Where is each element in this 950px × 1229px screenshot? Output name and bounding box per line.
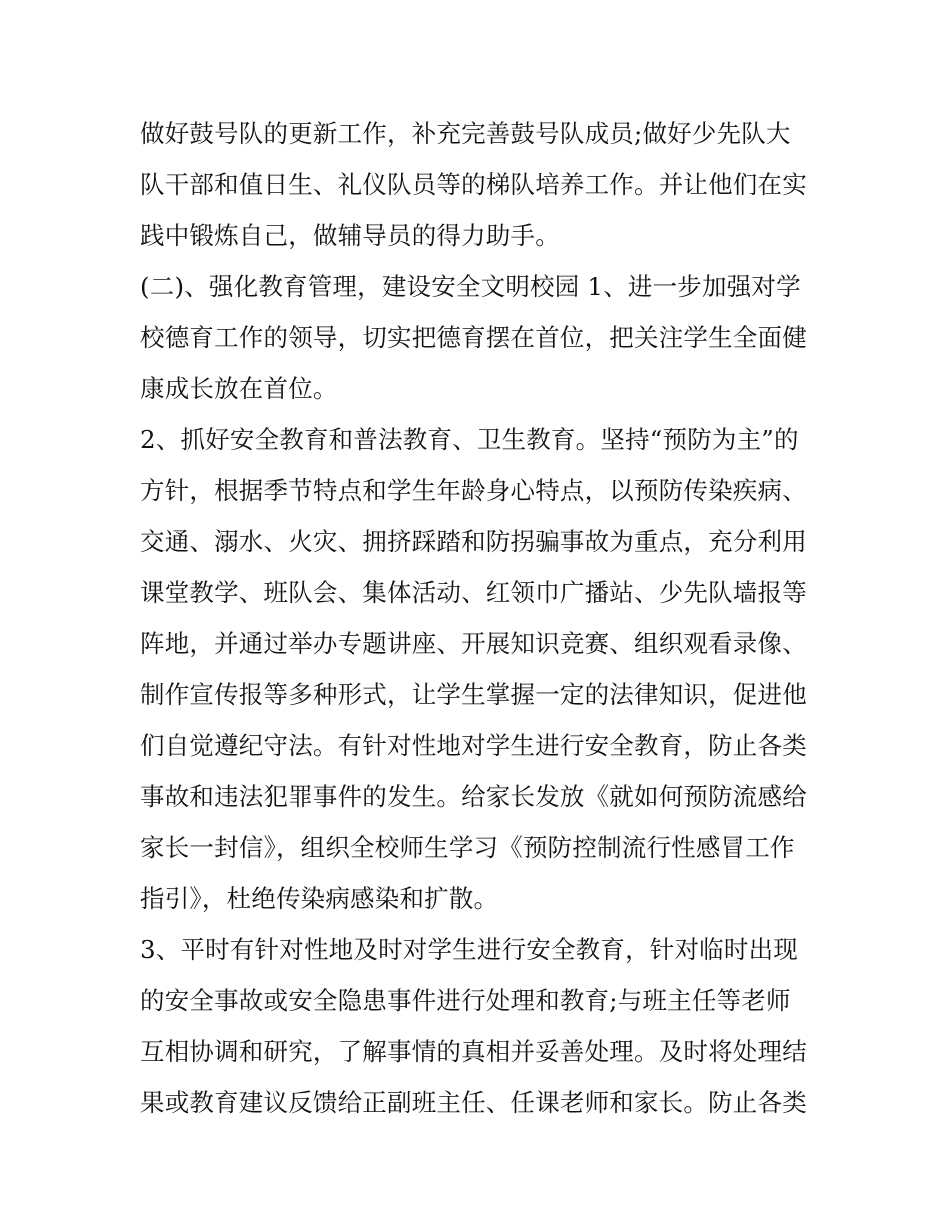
- text-line: 交通、溺水、火灾、拥挤踩踏和防拐骗事故为重点，充分利用: [140, 527, 807, 556]
- text-line: 方针，根据季节特点和学生年龄身心特点，以预防传染疾病、: [140, 476, 807, 505]
- text-line: 践中锻炼自己，做辅导员的得力助手。: [140, 221, 560, 250]
- text-line: (二)、强化教育管理，建设安全文明校园 1、进一步加强对学: [140, 272, 801, 301]
- document-body: [140, 108, 820, 1128]
- text-line: 事故和违法犯罪事件的发生。给家长发放《就如何预防流感给: [140, 782, 807, 811]
- text-line: 互相协调和研究，了解事情的真相并妥善处理。及时将处理结: [140, 1037, 807, 1066]
- text-line: 们自觉遵纪守法。有针对性地对学生进行安全教育，防止各类: [140, 731, 807, 760]
- text-line: 果或教育建议反馈给正副班主任、任课老师和家长。防止各类: [140, 1088, 807, 1117]
- text-line: 课堂教学、班队会、集体活动、红领巾广播站、少先队墙报等: [140, 578, 807, 607]
- text-line: 制作宣传报等多种形式，让学生掌握一定的法律知识，促进他: [140, 680, 807, 709]
- text-line: 3、平时有针对性地及时对学生进行安全教育，针对临时出现: [140, 935, 798, 964]
- text-line: 校德育工作的领导，切实把德育摆在首位，把关注学生全面健: [140, 323, 807, 352]
- text-line: 指引》，杜绝传染病感染和扩散。: [140, 884, 499, 913]
- text-line: 队干部和值日生、礼仪队员等的梯队培养工作。并让他们在实: [140, 170, 807, 199]
- text-line: 康成长放在首位。: [140, 374, 338, 403]
- text-line: 家长一封信》，组织全校师生学习《预防控制流行性感冒工作: [140, 833, 795, 862]
- text-line: 阵地，并通过举办专题讲座、开展知识竞赛、组织观看录像、: [140, 629, 807, 658]
- text-line: 做好鼓号队的更新工作，补充完善鼓号队成员;做好少先队大: [140, 119, 791, 148]
- text-line: 的安全事故或安全隐患事件进行处理和教育;与班主任等老师: [140, 986, 791, 1015]
- text-line: 2、抓好安全教育和普法教育、卫生教育。坚持“预防为主”的: [140, 425, 799, 454]
